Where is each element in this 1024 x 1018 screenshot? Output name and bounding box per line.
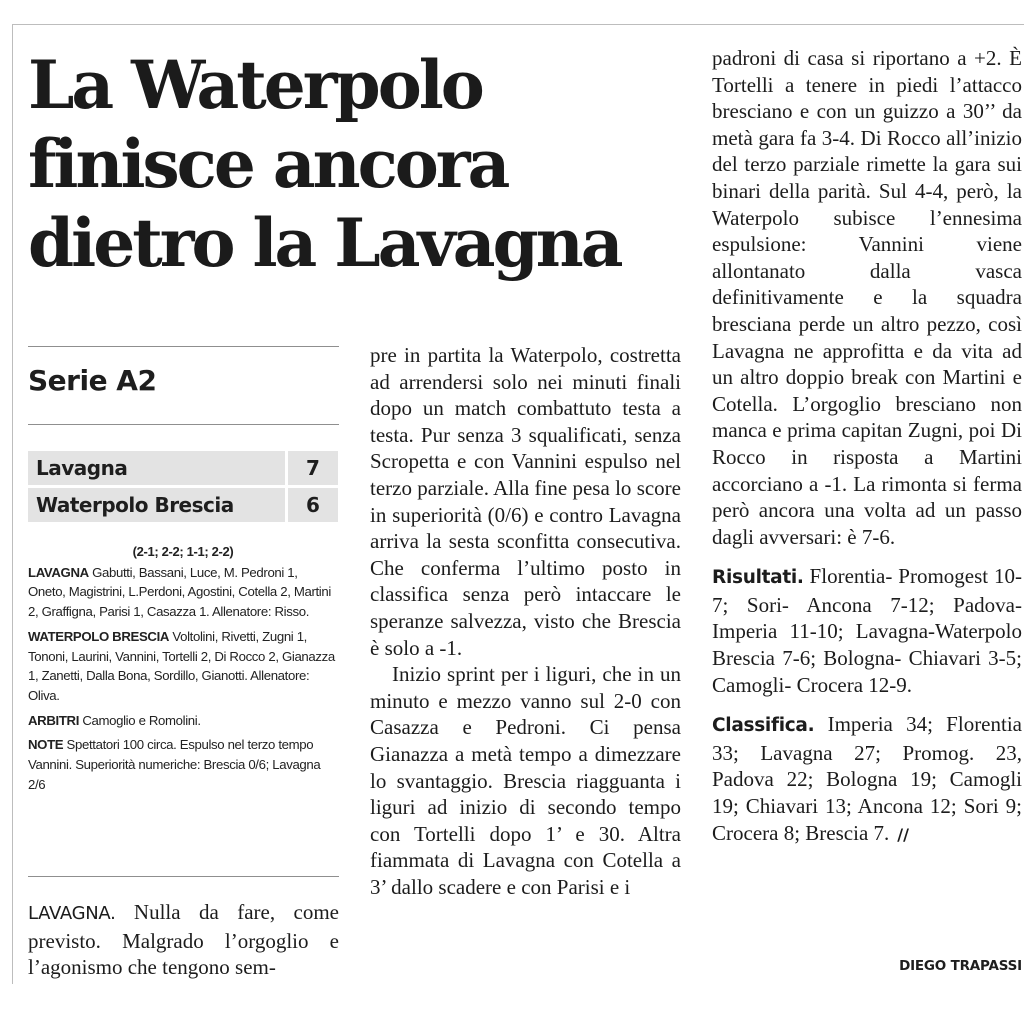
top-rule xyxy=(12,24,1024,25)
article-paragraph-2a: Inizio sprint per i liguri, che in un minuto e mezzo vanno sul 2-0 con Casazza e Pedroni. Ci pensa Gianazza a metà tempo a dimezzare lo svantaggio. Brescia riagguanta i liguri ad inizio di secondo tempo con Tortelli dopo 1’ e 30. Altra fiammata di Lavagna con Cotella a 3’ dallo scadere e con Parisi e i xyxy=(370,662,681,899)
team-score: 7 xyxy=(288,451,338,485)
left-rule xyxy=(12,24,13,984)
paragraph-text: Nulla da fare, come previsto. Malgrado l’orgoglio e l’agonismo che tengono sem- xyxy=(28,900,339,980)
article-column-2 xyxy=(370,342,681,900)
lineup-label: WATERPOLO BRESCIA xyxy=(28,628,170,644)
team-score: 6 xyxy=(288,488,338,522)
headline-line-1: La Waterpolo xyxy=(28,46,482,124)
lineup-text: Voltolini, Rivetti, Zugni 1, Tononi, Laurini, Vannini, Tortelli 2, Di Rocco 2, Gianazza 1, Zanetti, Dalla Bona, Sordillo, Gianotti. Allenatore: Oliva. xyxy=(28,628,335,703)
team-name: Waterpolo Brescia xyxy=(28,488,285,522)
referees xyxy=(28,711,338,731)
article-paragraph-1a xyxy=(28,899,339,981)
article-paragraph-2b: padroni di casa si riportano a +2. È Tortelli a tenere in piedi l’attacco bresciano e con un guizzo a 30’’ da metà gara fa 3-4. Di Rocco all’inizio del terzo parziale rimette la gara sui binari della parità. Sul 4-4, però, la Waterpolo subisce l’ennesima espulsione: Vannini viene allontanato dalla vasca definitivamente e la squadra bresciana perde un altro pezzo, così Lavagna ne approfitta e da vita ad un altro doppio break con Martini e Cotella. L’orgoglio bresciano non manca e prima capitan Zugni, poi Di Rocco in risposta a Martini accorciano a -1. La rimonta si ferma però ancora una volta ad un passo dagli avversari: è 7-6. xyxy=(712,46,1022,549)
headline-line-2: finisce ancora xyxy=(28,125,508,203)
section-title: Serie A2 xyxy=(28,364,157,397)
results-text: Florentia- Promogest 10-7; Sori- Ancona 7-12; Padova- Imperia 11-10; Lavagna-Waterpolo Brescia 7-6; Bologna- Chiavari 3-5; Camogli- Crocera 12-9. xyxy=(712,564,1022,697)
partial-scores: (2-1; 2-2; 1-1; 2-2) xyxy=(132,544,234,559)
headline xyxy=(28,46,688,283)
lineup-brescia xyxy=(28,627,338,706)
author-byline: DIEGO TRAPASSI xyxy=(899,958,1022,974)
results-label: Risultati. xyxy=(712,567,804,589)
notes-text: Spettatori 100 circa. Espulso nel terzo tempo Vannini. Superiorità numeriche: Brescia 0/6; Lavagna 2/6 xyxy=(28,737,321,792)
standings-label: Classifica. xyxy=(712,715,815,737)
referees-label: ARBITRI xyxy=(28,712,80,728)
lineup-text: Gabutti, Bassani, Luce, M. Pedroni 1, Oneto, Magistrini, L.Perdoni, Agostini, Cotella 2, Martini 2, Graffigna, Parisi 1, Casazza 1. Allenatore: Risso. xyxy=(28,564,331,620)
match-details xyxy=(28,542,338,799)
box-top-rule xyxy=(28,346,339,347)
notes xyxy=(28,735,338,794)
lineup-label: LAVAGNA xyxy=(28,564,89,580)
results-paragraph xyxy=(712,563,1022,698)
notes-label: NOTE xyxy=(28,737,64,753)
headline-line-3: dietro la Lavagna xyxy=(28,204,621,282)
lineup-lavagna xyxy=(28,563,338,622)
score-row xyxy=(28,451,338,485)
article-paragraph-1b: pre in partita la Waterpolo, costretta ad arrendersi solo nei minuti finali dopo un match combattuto testa a testa. Pur senza 3 squalificati, senza Scropetta e con Vannini espulso nel terzo parziale. Alla fine pesa lo score in superiorità (0/6) e contro Lavagna arriva la sesta sconfitta consecutiva. Che conferma l’ultimo posto in classifica senza però intaccare le speranze salvezza, visto che Brescia è solo a -1. xyxy=(370,343,681,660)
referees-text: Camoglio e Romolini. xyxy=(79,712,201,728)
standings-paragraph xyxy=(712,711,1022,848)
score-row xyxy=(28,488,338,522)
box-title-rule xyxy=(28,424,339,425)
end-mark: // xyxy=(897,824,909,844)
team-name: Lavagna xyxy=(28,451,285,485)
dateline: LAVAGNA. xyxy=(28,903,116,924)
article-column-3 xyxy=(712,45,1022,848)
box-bottom-rule xyxy=(28,876,339,877)
article-column-1 xyxy=(28,899,339,981)
standings-text: Imperia 34; Florentia 33; Lavagna 27; Promog. 23, Padova 22; Bologna 19; Camogli 19; Chiavari 13; Ancona 12; Sori 9; Crocera 8; Brescia 7. xyxy=(712,712,1022,845)
score-table xyxy=(28,451,338,525)
